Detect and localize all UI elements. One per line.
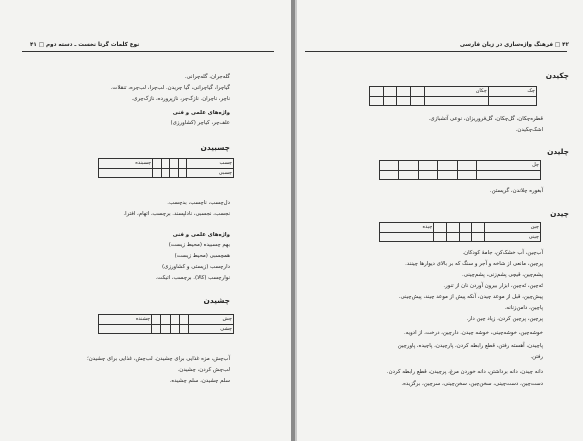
table-cell	[161, 315, 170, 325]
table-cell	[179, 324, 188, 334]
table-cell	[397, 87, 411, 97]
conjugation-table	[98, 158, 234, 178]
table-cell	[99, 168, 153, 178]
example-line: آبغوره چلاندن، گریستن.	[489, 188, 543, 194]
example-line: لب‌چش کردن، چشیدن.	[177, 367, 230, 373]
section-line: دارچسب (زیستی و کشاورزی)	[162, 264, 230, 270]
example-line: دانه چیدن، دانه برداشتن، دانه خوردن مرغ، پرچیدن، قطع رابطه کردن.	[386, 369, 543, 375]
example-line: پاچین، دامن‌زنانه.	[504, 305, 543, 311]
table-cell: چسب	[187, 159, 234, 169]
table-cell	[397, 96, 411, 106]
table-cell	[370, 87, 384, 97]
table-cell	[170, 324, 179, 334]
table-cell	[370, 96, 384, 106]
example-line: رفتن.	[530, 354, 543, 360]
left-header-rule	[22, 51, 274, 52]
table-cell	[472, 223, 485, 233]
example-line: تَه‌چین، تَه‌چین، ابزار بیرون آوردن نان از تنور.	[443, 283, 543, 289]
left-page	[0, 0, 290, 441]
table-cell	[411, 87, 425, 97]
table-cell	[170, 159, 179, 169]
table-cell: چیده	[380, 223, 434, 233]
table-cell	[424, 96, 488, 106]
section-line: علف‌چر، کیاچر (کشاورزی)	[170, 120, 230, 126]
table-cell	[99, 324, 152, 334]
table-cell: چش	[188, 315, 233, 325]
table-cell: چل	[477, 161, 541, 171]
table-cell	[178, 159, 187, 169]
intro-line: گله‌جران، گله‌چرانی.	[184, 74, 230, 80]
example-line: پرچین، مانعی از شاخه و آجر و سنگ که بر بالای دیوارها چینند.	[405, 261, 543, 267]
intro-line: ناچر، ناچران. نازک‌چر، نازپرورده، نازک‌چری.	[131, 96, 230, 102]
left-page-header: نوع کلمات گرتا نخست ـ دسته دوم □ ۴۱	[30, 42, 140, 48]
table-cell	[170, 315, 179, 325]
example-line: دل‌چسب، ناچسب، بدچسب.	[167, 200, 230, 206]
table-cell	[446, 223, 459, 233]
example-line: پرچین، پرچین کردن، زیاد چین دار.	[466, 316, 543, 322]
table-cell	[434, 232, 447, 242]
section-line: بهم چسبیده (محیط زیست)	[168, 242, 230, 248]
right-page	[297, 0, 583, 441]
conjugation-table	[98, 314, 234, 334]
table-cell	[434, 223, 447, 233]
table-cell	[488, 96, 536, 106]
table-cell	[457, 170, 476, 180]
conjugation-table	[379, 222, 541, 242]
table-cell	[161, 168, 170, 178]
example-line: نجسب، نجسبی، نادلپسند. برچسب، اتهام، افترا.	[123, 211, 230, 217]
table-cell	[418, 170, 437, 180]
table-cell	[161, 324, 170, 334]
table-cell	[153, 168, 162, 178]
table-cell	[383, 96, 397, 106]
table-cell: چشنده	[99, 315, 152, 325]
table-cell	[457, 161, 476, 171]
table-cell	[399, 170, 418, 180]
headword-cheshidan: چشیدن	[203, 296, 230, 305]
headword-chidan: چیدن	[550, 209, 569, 218]
example-line: خوشه‌چین، خوشه‌چینی، خوشه چیدن. دارچین، درخت، از ادویه.	[403, 330, 543, 336]
example-line: دست‌چین، دست‌چینی، سخن‌چین، سخن‌چینی، سرچین، برگزیده.	[401, 381, 543, 387]
right-header-rule	[305, 51, 567, 52]
table-cell	[459, 223, 472, 233]
table-cell	[438, 161, 457, 171]
headword-chelidan: چلیدن	[547, 147, 569, 156]
example-line: قطره‌چکان، گل‌چکان، گل‌فروریزان، نوعی آتشبازی.	[428, 116, 543, 122]
right-page-header: ۴۲ □ فرهنگ واژه‌سازی در زبان فارسی	[459, 42, 569, 48]
headword-chekidan: چکیدن	[545, 71, 569, 80]
table-cell	[170, 168, 179, 178]
table-cell	[446, 232, 459, 242]
headword-chasbidan: چسبیدن	[200, 143, 230, 152]
section-line: نوارچسب (کالا). برچسب، اتیکت.	[155, 275, 230, 281]
table-cell: چک	[488, 87, 536, 97]
table-cell	[152, 324, 161, 334]
example-line: آب‌چین، آب خشک‌کن، جامهٔ کودکان.	[462, 250, 543, 256]
table-cell	[411, 96, 425, 106]
table-cell	[380, 161, 399, 171]
table-cell	[472, 232, 485, 242]
table-cell	[477, 170, 541, 180]
table-cell	[161, 159, 170, 169]
table-cell	[380, 170, 399, 180]
table-cell: چسبنده	[99, 159, 153, 169]
table-cell	[438, 170, 457, 180]
example-line: آب‌چش، مزه غذایی برای چشیدن. لب‌چش، غذایی برای چشیدن؛	[87, 356, 230, 362]
conjugation-table	[369, 86, 537, 106]
example-line: پشم‌چین، قیچی پشم‌زنی، پشم‌چینی.	[462, 272, 543, 278]
table-cell	[178, 168, 187, 178]
table-cell: چسبی	[187, 168, 234, 178]
table-cell	[459, 232, 472, 242]
example-line: اشک‌چکیدن.	[515, 127, 543, 133]
table-cell: چشی	[188, 324, 233, 334]
section-line: همچسبی (محیط زیست)	[174, 253, 230, 259]
section-title: واژه‌های علمی و فنی	[172, 110, 230, 116]
table-cell: چکان	[424, 87, 488, 97]
table-cell	[418, 161, 437, 171]
table-cell	[153, 159, 162, 169]
table-cell	[152, 315, 161, 325]
example-line: پاچیدن، آهسته رفتن، قطع رابطه کردن، پارچیدن، پاچیده، پاورچین	[397, 343, 543, 349]
table-cell: چین	[484, 223, 540, 233]
table-cell	[179, 315, 188, 325]
intro-line: گیاچرا، گیاچرانی، گیا چریدن. لب‌چرا، لب‌چره، تنقلات.	[110, 85, 230, 91]
example-line: پیش‌چین، قبل از موعد چیدن، آنکه پیش از موعد چیند، پیش‌چینی.	[398, 294, 543, 300]
example-line: سلم چشیدن، سلم چشیده.	[169, 378, 230, 384]
table-cell	[399, 161, 418, 171]
conjugation-table	[379, 160, 541, 180]
table-cell	[380, 232, 434, 242]
section-title: واژه‌های علمی و فنی	[172, 232, 230, 238]
table-cell: چینی	[484, 232, 540, 242]
table-cell	[383, 87, 397, 97]
